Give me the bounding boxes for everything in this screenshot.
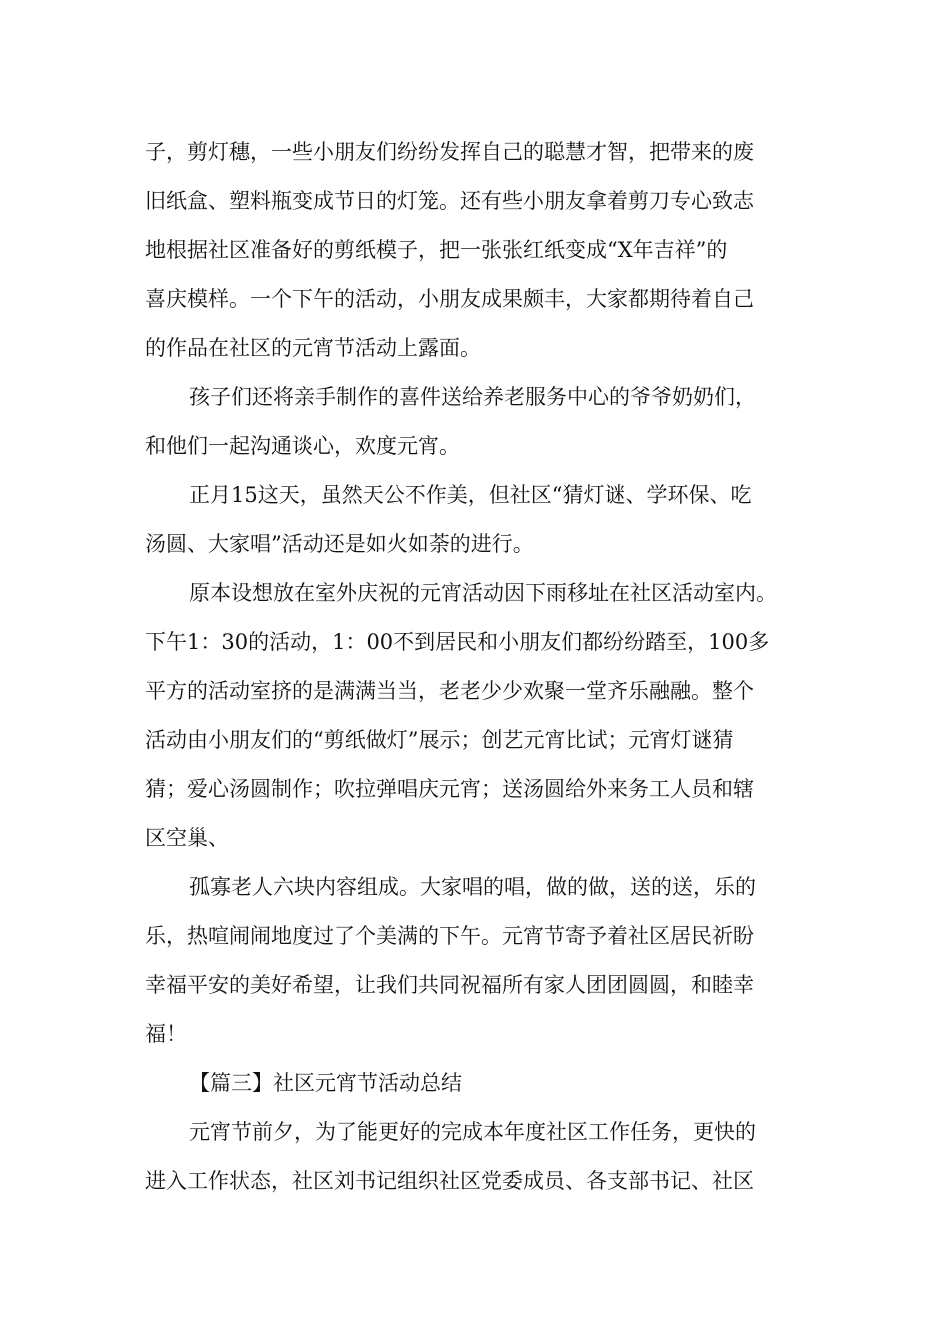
text-line-7: 和他们一起沟通谈心，欢度元宵。: [145, 434, 460, 458]
text-line-4: 喜庆模样。一个下午的活动，小朋友成果颇丰，大家都期待着自己: [145, 287, 754, 311]
text-line-13: 活动由小朋友们的“剪纸做灯”展示；创艺元宵比试；元宵灯谜猜: [145, 728, 734, 752]
text-line-2: 旧纸盒、塑料瓶变成节日的灯笼。还有些小朋友拿着剪刀专心致志: [145, 189, 754, 213]
text-line-11: 下午1：30的活动，1：00不到居民和小朋友们都纷纷踏至，100多: [145, 630, 770, 654]
paragraph-start-line-8: 正月15这天，虽然天公不作美，但社区“猜灯谜、学环保、吃: [189, 483, 752, 507]
paragraph-start-line-10: 原本设想放在室外庆祝的元宵活动因下雨移址在社区活动室内。: [189, 581, 777, 605]
document-body: [145, 128, 810, 1206]
section-heading: 【篇三】社区元宵节活动总结: [189, 1071, 462, 1095]
text-line-9: 汤圆、大家唱”活动还是如火如荼的进行。: [145, 532, 534, 556]
paragraph-start-line-21: 元宵节前夕，为了能更好的完成本年度社区工作任务，更快的: [189, 1120, 756, 1144]
paragraph-start-line-16: 孤寡老人六块内容组成。大家唱的唱，做的做，送的送，乐的: [189, 875, 756, 899]
text-line-18: 幸福平安的美好希望，让我们共同祝福所有家人团团圆圆，和睦幸: [145, 973, 754, 997]
text-line-17: 乐，热喧闹闹地度过了个美满的下午。元宵节寄予着社区居民祈盼: [145, 924, 754, 948]
text-line-15: 区空巢、: [145, 826, 229, 850]
paragraph-start-line-6: 孩子们还将亲手制作的喜件送给养老服务中心的爷爷奶奶们，: [189, 385, 756, 409]
text-line-5: 的作品在社区的元宵节活动上露面。: [145, 336, 481, 360]
text-line-1: 子，剪灯穗，一些小朋友们纷纷发挥自己的聪慧才智，把带来的废: [145, 140, 754, 164]
text-line-12: 平方的活动室挤的是满满当当，老老少少欢聚一堂齐乐融融。整个: [145, 679, 754, 703]
text-line-22: 进入工作状态，社区刘书记组织社区党委成员、各支部书记、社区: [145, 1169, 754, 1193]
text-line-14: 猜；爱心汤圆制作；吹拉弹唱庆元宵；送汤圆给外来务工人员和辖: [145, 777, 754, 801]
text-line-19: 福！: [145, 1022, 187, 1046]
text-line-3: 地根据社区准备好的剪纸模子，把一张张红纸变成“X年吉祥”的: [145, 238, 728, 262]
